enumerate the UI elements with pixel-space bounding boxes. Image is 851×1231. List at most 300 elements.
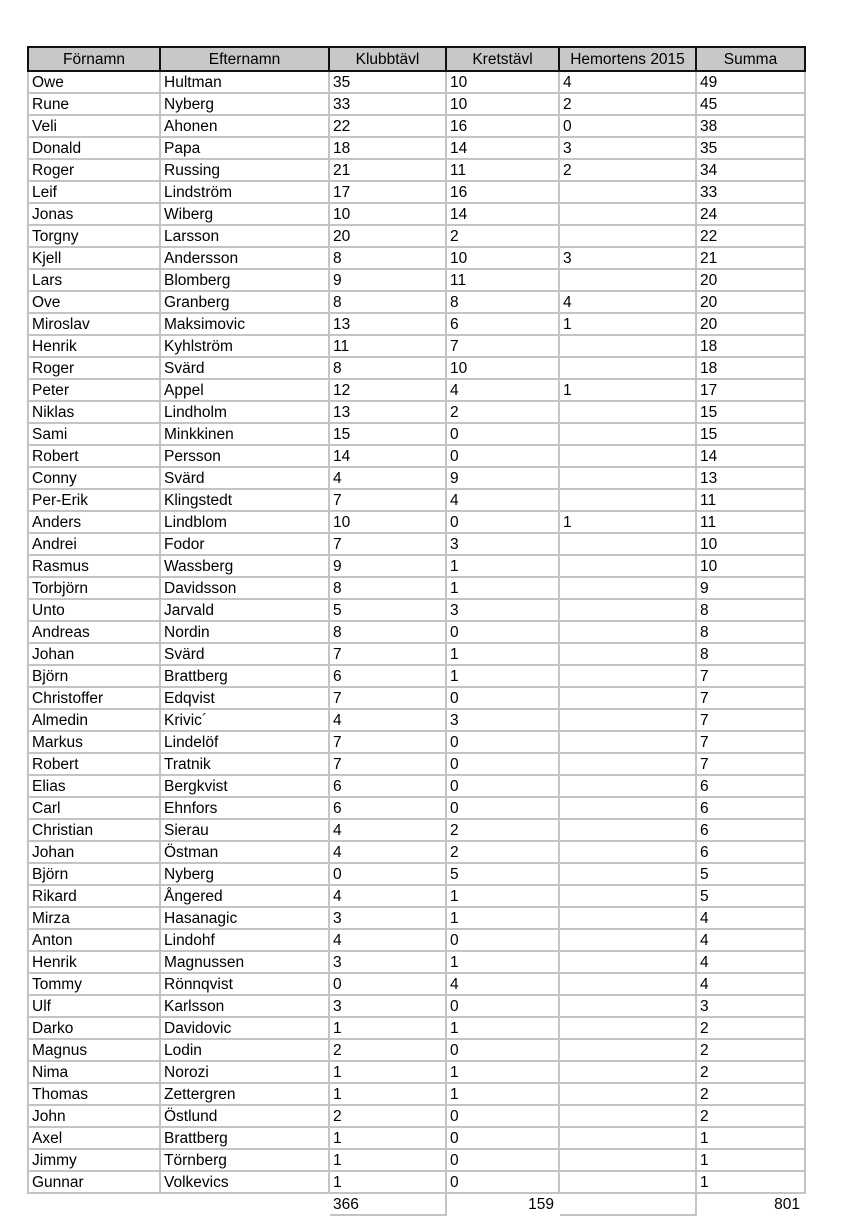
cell-hemortens bbox=[559, 929, 696, 951]
cell-efternamn: Lodin bbox=[160, 1039, 329, 1061]
cell-fornamn: Owe bbox=[28, 71, 160, 93]
table-row bbox=[28, 181, 805, 203]
cell-kretstavl: 1 bbox=[446, 907, 559, 929]
cell-summa: 5 bbox=[696, 885, 805, 907]
cell-klubbtavl: 7 bbox=[329, 533, 446, 555]
cell-hemortens bbox=[559, 203, 696, 225]
cell-hemortens: 3 bbox=[559, 137, 696, 159]
cell-klubbtavl: 8 bbox=[329, 357, 446, 379]
cell-fornamn: Torgny bbox=[28, 225, 160, 247]
table-body bbox=[28, 71, 805, 1193]
cell-summa: 2 bbox=[696, 1017, 805, 1039]
cell-hemortens bbox=[559, 335, 696, 357]
header-efternamn: Efternamn bbox=[160, 47, 329, 71]
cell-fornamn: Andreas bbox=[28, 621, 160, 643]
cell-summa: 11 bbox=[696, 511, 805, 533]
table-row bbox=[28, 313, 805, 335]
cell-efternamn: Ångered bbox=[160, 885, 329, 907]
cell-fornamn: Per-Erik bbox=[28, 489, 160, 511]
cell-klubbtavl: 1 bbox=[329, 1017, 446, 1039]
cell-efternamn: Norozi bbox=[160, 1061, 329, 1083]
cell-summa: 8 bbox=[696, 643, 805, 665]
cell-efternamn: Davidovic bbox=[160, 1017, 329, 1039]
cell-fornamn: Niklas bbox=[28, 401, 160, 423]
table-row bbox=[28, 907, 805, 929]
cell-fornamn: Sami bbox=[28, 423, 160, 445]
table-row bbox=[28, 687, 805, 709]
table-row bbox=[28, 357, 805, 379]
cell-kretstavl: 0 bbox=[446, 1171, 559, 1193]
cell-efternamn: Brattberg bbox=[160, 665, 329, 687]
cell-kretstavl: 0 bbox=[446, 753, 559, 775]
cell-hemortens: 1 bbox=[559, 511, 696, 533]
cell-summa: 4 bbox=[696, 929, 805, 951]
cell-fornamn: Leif bbox=[28, 181, 160, 203]
cell-efternamn: Hasanagic bbox=[160, 907, 329, 929]
cell-summa: 33 bbox=[696, 181, 805, 203]
cell-summa: 18 bbox=[696, 357, 805, 379]
cell-klubbtavl: 7 bbox=[329, 753, 446, 775]
cell-summa: 6 bbox=[696, 841, 805, 863]
cell-efternamn: Jarvald bbox=[160, 599, 329, 621]
cell-klubbtavl: 6 bbox=[329, 775, 446, 797]
cell-kretstavl: 6 bbox=[446, 313, 559, 335]
cell-hemortens: 3 bbox=[559, 247, 696, 269]
cell-hemortens bbox=[559, 1105, 696, 1127]
cell-klubbtavl: 4 bbox=[329, 885, 446, 907]
cell-klubbtavl: 4 bbox=[329, 467, 446, 489]
cell-kretstavl: 0 bbox=[446, 445, 559, 467]
cell-kretstavl: 1 bbox=[446, 951, 559, 973]
cell-fornamn: Almedin bbox=[28, 709, 160, 731]
cell-hemortens bbox=[559, 1149, 696, 1171]
cell-summa: 17 bbox=[696, 379, 805, 401]
cell-fornamn: Andrei bbox=[28, 533, 160, 555]
header-hemortens-2015: Hemortens 2015 bbox=[559, 47, 696, 71]
cell-summa: 2 bbox=[696, 1061, 805, 1083]
cell-kretstavl: 0 bbox=[446, 929, 559, 951]
cell-efternamn: Ahonen bbox=[160, 115, 329, 137]
cell-fornamn: Miroslav bbox=[28, 313, 160, 335]
results-sheet bbox=[27, 46, 806, 1216]
cell-efternamn: Edqvist bbox=[160, 687, 329, 709]
cell-klubbtavl: 8 bbox=[329, 577, 446, 599]
cell-hemortens bbox=[559, 995, 696, 1017]
cell-fornamn: Unto bbox=[28, 599, 160, 621]
cell-hemortens bbox=[559, 1039, 696, 1061]
cell-klubbtavl: 8 bbox=[329, 247, 446, 269]
cell-kretstavl: 3 bbox=[446, 709, 559, 731]
cell-fornamn: Tommy bbox=[28, 973, 160, 995]
cell-summa: 35 bbox=[696, 137, 805, 159]
total-summa: 801 bbox=[774, 1195, 800, 1213]
header-klubbtavl: Klubbtävl bbox=[329, 47, 446, 71]
cell-kretstavl: 1 bbox=[446, 1061, 559, 1083]
cell-kretstavl: 16 bbox=[446, 115, 559, 137]
cell-efternamn: Svärd bbox=[160, 643, 329, 665]
cell-hemortens bbox=[559, 269, 696, 291]
cell-klubbtavl: 13 bbox=[329, 313, 446, 335]
total-klubbtavl: 366 bbox=[329, 1193, 446, 1215]
cell-klubbtavl: 1 bbox=[329, 1127, 446, 1149]
cell-klubbtavl: 1 bbox=[329, 1061, 446, 1083]
cell-summa: 22 bbox=[696, 225, 805, 247]
cell-hemortens: 2 bbox=[559, 93, 696, 115]
cell-summa: 45 bbox=[696, 93, 805, 115]
cell-summa: 20 bbox=[696, 269, 805, 291]
cell-efternamn: Lindohf bbox=[160, 929, 329, 951]
cell-efternamn: Krivic´ bbox=[160, 709, 329, 731]
cell-efternamn: Östlund bbox=[160, 1105, 329, 1127]
cell-hemortens bbox=[559, 467, 696, 489]
cell-klubbtavl: 7 bbox=[329, 489, 446, 511]
cell-fornamn: Ulf bbox=[28, 995, 160, 1017]
cell-summa: 6 bbox=[696, 775, 805, 797]
table-row bbox=[28, 379, 805, 401]
cell-efternamn: Andersson bbox=[160, 247, 329, 269]
cell-hemortens bbox=[559, 819, 696, 841]
cell-fornamn: Donald bbox=[28, 137, 160, 159]
cell-kretstavl: 7 bbox=[446, 335, 559, 357]
cell-hemortens bbox=[559, 1171, 696, 1193]
cell-hemortens: 4 bbox=[559, 291, 696, 313]
cell-kretstavl: 0 bbox=[446, 1127, 559, 1149]
cell-efternamn: Bergkvist bbox=[160, 775, 329, 797]
cell-fornamn: Roger bbox=[28, 159, 160, 181]
cell-summa: 10 bbox=[696, 533, 805, 555]
cell-fornamn: Björn bbox=[28, 863, 160, 885]
cell-summa: 24 bbox=[696, 203, 805, 225]
cell-efternamn: Lindholm bbox=[160, 401, 329, 423]
total-kretstavl: 159 bbox=[528, 1195, 554, 1213]
cell-summa: 7 bbox=[696, 753, 805, 775]
cell-summa: 3 bbox=[696, 995, 805, 1017]
cell-fornamn: Johan bbox=[28, 643, 160, 665]
cell-fornamn: Veli bbox=[28, 115, 160, 137]
table-row bbox=[28, 533, 805, 555]
table-row bbox=[28, 863, 805, 885]
header-row bbox=[28, 47, 805, 71]
cell-summa: 6 bbox=[696, 819, 805, 841]
cell-summa: 10 bbox=[696, 555, 805, 577]
table-row bbox=[28, 1083, 805, 1105]
cell-hemortens bbox=[559, 621, 696, 643]
cell-hemortens bbox=[559, 973, 696, 995]
cell-klubbtavl: 18 bbox=[329, 137, 446, 159]
cell-hemortens bbox=[559, 643, 696, 665]
totals-row bbox=[28, 1193, 805, 1215]
cell-efternamn: Törnberg bbox=[160, 1149, 329, 1171]
cell-efternamn: Wassberg bbox=[160, 555, 329, 577]
cell-efternamn: Lindelöf bbox=[160, 731, 329, 753]
cell-klubbtavl: 2 bbox=[329, 1039, 446, 1061]
header-summa: Summa bbox=[696, 47, 805, 71]
cell-hemortens: 0 bbox=[559, 115, 696, 137]
cell-summa: 38 bbox=[696, 115, 805, 137]
cell-klubbtavl: 10 bbox=[329, 511, 446, 533]
cell-klubbtavl: 4 bbox=[329, 841, 446, 863]
cell-efternamn: Appel bbox=[160, 379, 329, 401]
cell-klubbtavl: 5 bbox=[329, 599, 446, 621]
cell-kretstavl: 4 bbox=[446, 379, 559, 401]
cell-fornamn: Ove bbox=[28, 291, 160, 313]
cell-hemortens bbox=[559, 709, 696, 731]
cell-fornamn: Mirza bbox=[28, 907, 160, 929]
cell-fornamn: Nima bbox=[28, 1061, 160, 1083]
cell-klubbtavl: 0 bbox=[329, 973, 446, 995]
cell-efternamn: Volkevics bbox=[160, 1171, 329, 1193]
cell-fornamn: Rikard bbox=[28, 885, 160, 907]
cell-klubbtavl: 4 bbox=[329, 929, 446, 951]
cell-klubbtavl: 2 bbox=[329, 1105, 446, 1127]
cell-kretstavl: 0 bbox=[446, 1105, 559, 1127]
cell-hemortens bbox=[559, 731, 696, 753]
cell-kretstavl: 8 bbox=[446, 291, 559, 313]
cell-kretstavl: 14 bbox=[446, 137, 559, 159]
cell-efternamn: Papa bbox=[160, 137, 329, 159]
cell-klubbtavl: 21 bbox=[329, 159, 446, 181]
cell-efternamn: Magnussen bbox=[160, 951, 329, 973]
cell-fornamn: Roger bbox=[28, 357, 160, 379]
cell-klubbtavl: 14 bbox=[329, 445, 446, 467]
cell-hemortens bbox=[559, 489, 696, 511]
cell-efternamn: Klingstedt bbox=[160, 489, 329, 511]
cell-klubbtavl: 17 bbox=[329, 181, 446, 203]
cell-efternamn: Tratnik bbox=[160, 753, 329, 775]
cell-klubbtavl: 7 bbox=[329, 643, 446, 665]
cell-summa: 2 bbox=[696, 1039, 805, 1061]
table-row bbox=[28, 665, 805, 687]
cell-hemortens bbox=[559, 665, 696, 687]
cell-summa: 8 bbox=[696, 621, 805, 643]
table-row bbox=[28, 841, 805, 863]
cell-fornamn: Markus bbox=[28, 731, 160, 753]
cell-efternamn: Nordin bbox=[160, 621, 329, 643]
cell-klubbtavl: 35 bbox=[329, 71, 446, 93]
cell-kretstavl: 1 bbox=[446, 555, 559, 577]
cell-kretstavl: 0 bbox=[446, 995, 559, 1017]
table-row bbox=[28, 247, 805, 269]
table-row bbox=[28, 401, 805, 423]
table-row bbox=[28, 885, 805, 907]
cell-kretstavl: 10 bbox=[446, 357, 559, 379]
cell-kretstavl: 3 bbox=[446, 533, 559, 555]
table-row bbox=[28, 599, 805, 621]
cell-summa: 15 bbox=[696, 423, 805, 445]
cell-kretstavl: 2 bbox=[446, 819, 559, 841]
cell-hemortens bbox=[559, 753, 696, 775]
cell-kretstavl: 16 bbox=[446, 181, 559, 203]
cell-fornamn: Gunnar bbox=[28, 1171, 160, 1193]
cell-fornamn: Torbjörn bbox=[28, 577, 160, 599]
cell-fornamn: Carl bbox=[28, 797, 160, 819]
cell-klubbtavl: 0 bbox=[329, 863, 446, 885]
cell-summa: 14 bbox=[696, 445, 805, 467]
cell-summa: 15 bbox=[696, 401, 805, 423]
cell-efternamn: Granberg bbox=[160, 291, 329, 313]
cell-efternamn: Brattberg bbox=[160, 1127, 329, 1149]
cell-kretstavl: 9 bbox=[446, 467, 559, 489]
cell-summa: 2 bbox=[696, 1105, 805, 1127]
cell-hemortens bbox=[559, 775, 696, 797]
cell-summa: 6 bbox=[696, 797, 805, 819]
cell-fornamn: Robert bbox=[28, 445, 160, 467]
cell-efternamn: Lindström bbox=[160, 181, 329, 203]
cell-efternamn: Rönnqvist bbox=[160, 973, 329, 995]
table-row bbox=[28, 1061, 805, 1083]
cell-summa: 8 bbox=[696, 599, 805, 621]
cell-kretstavl: 2 bbox=[446, 225, 559, 247]
cell-klubbtavl: 4 bbox=[329, 819, 446, 841]
cell-summa: 1 bbox=[696, 1127, 805, 1149]
cell-klubbtavl: 10 bbox=[329, 203, 446, 225]
cell-hemortens: 2 bbox=[559, 159, 696, 181]
cell-hemortens bbox=[559, 577, 696, 599]
cell-summa: 2 bbox=[696, 1083, 805, 1105]
table-row bbox=[28, 467, 805, 489]
table-row bbox=[28, 1171, 805, 1193]
cell-kretstavl: 10 bbox=[446, 247, 559, 269]
table-row bbox=[28, 951, 805, 973]
cell-fornamn: Kjell bbox=[28, 247, 160, 269]
cell-klubbtavl: 7 bbox=[329, 687, 446, 709]
cell-hemortens bbox=[559, 555, 696, 577]
cell-kretstavl: 0 bbox=[446, 621, 559, 643]
results-table bbox=[27, 46, 806, 1216]
table-row bbox=[28, 1149, 805, 1171]
table-row bbox=[28, 731, 805, 753]
cell-fornamn: Jonas bbox=[28, 203, 160, 225]
cell-klubbtavl: 3 bbox=[329, 907, 446, 929]
cell-klubbtavl: 12 bbox=[329, 379, 446, 401]
cell-fornamn: Robert bbox=[28, 753, 160, 775]
cell-klubbtavl: 22 bbox=[329, 115, 446, 137]
cell-summa: 7 bbox=[696, 731, 805, 753]
cell-klubbtavl: 8 bbox=[329, 291, 446, 313]
cell-summa: 9 bbox=[696, 577, 805, 599]
cell-klubbtavl: 7 bbox=[329, 731, 446, 753]
cell-efternamn: Zettergren bbox=[160, 1083, 329, 1105]
table-row bbox=[28, 93, 805, 115]
cell-summa: 18 bbox=[696, 335, 805, 357]
cell-efternamn: Lindblom bbox=[160, 511, 329, 533]
cell-klubbtavl: 4 bbox=[329, 709, 446, 731]
cell-kretstavl: 1 bbox=[446, 1083, 559, 1105]
cell-hemortens bbox=[559, 225, 696, 247]
table-row bbox=[28, 423, 805, 445]
cell-kretstavl: 1 bbox=[446, 885, 559, 907]
cell-hemortens bbox=[559, 357, 696, 379]
table-row bbox=[28, 225, 805, 247]
cell-hemortens bbox=[559, 687, 696, 709]
cell-summa: 11 bbox=[696, 489, 805, 511]
totals-empty-cell bbox=[28, 1193, 160, 1215]
cell-kretstavl: 10 bbox=[446, 71, 559, 93]
cell-hemortens bbox=[559, 885, 696, 907]
cell-klubbtavl: 8 bbox=[329, 621, 446, 643]
cell-fornamn: Anders bbox=[28, 511, 160, 533]
table-row bbox=[28, 159, 805, 181]
cell-hemortens bbox=[559, 907, 696, 929]
cell-summa: 20 bbox=[696, 313, 805, 335]
cell-klubbtavl: 1 bbox=[329, 1171, 446, 1193]
cell-efternamn: Nyberg bbox=[160, 863, 329, 885]
cell-hemortens: 4 bbox=[559, 71, 696, 93]
cell-fornamn: Thomas bbox=[28, 1083, 160, 1105]
cell-efternamn: Nyberg bbox=[160, 93, 329, 115]
cell-efternamn: Östman bbox=[160, 841, 329, 863]
cell-hemortens bbox=[559, 1127, 696, 1149]
cell-summa: 34 bbox=[696, 159, 805, 181]
table-row bbox=[28, 511, 805, 533]
cell-hemortens bbox=[559, 181, 696, 203]
cell-klubbtavl: 33 bbox=[329, 93, 446, 115]
header-kretstavl: Kretstävl bbox=[446, 47, 559, 71]
cell-kretstavl: 3 bbox=[446, 599, 559, 621]
table-row bbox=[28, 1105, 805, 1127]
cell-fornamn: Peter bbox=[28, 379, 160, 401]
table-row bbox=[28, 115, 805, 137]
cell-fornamn: Björn bbox=[28, 665, 160, 687]
table-row bbox=[28, 577, 805, 599]
cell-kretstavl: 1 bbox=[446, 577, 559, 599]
cell-kretstavl: 11 bbox=[446, 159, 559, 181]
cell-summa: 5 bbox=[696, 863, 805, 885]
cell-kretstavl: 1 bbox=[446, 1017, 559, 1039]
table-row bbox=[28, 819, 805, 841]
cell-kretstavl: 0 bbox=[446, 797, 559, 819]
cell-fornamn: Elias bbox=[28, 775, 160, 797]
cell-kretstavl: 0 bbox=[446, 731, 559, 753]
cell-efternamn: Russing bbox=[160, 159, 329, 181]
table-row bbox=[28, 291, 805, 313]
cell-hemortens: 1 bbox=[559, 313, 696, 335]
cell-kretstavl: 0 bbox=[446, 423, 559, 445]
cell-hemortens bbox=[559, 1017, 696, 1039]
cell-hemortens bbox=[559, 951, 696, 973]
table-row bbox=[28, 203, 805, 225]
cell-kretstavl: 0 bbox=[446, 687, 559, 709]
cell-efternamn: Maksimovic bbox=[160, 313, 329, 335]
table-row bbox=[28, 555, 805, 577]
cell-hemortens bbox=[559, 445, 696, 467]
table-row bbox=[28, 995, 805, 1017]
table-row bbox=[28, 269, 805, 291]
cell-efternamn: Svärd bbox=[160, 357, 329, 379]
header-fornamn: Förnamn bbox=[28, 47, 160, 71]
table-row bbox=[28, 71, 805, 93]
table-row bbox=[28, 1017, 805, 1039]
table-row bbox=[28, 1127, 805, 1149]
cell-summa: 20 bbox=[696, 291, 805, 313]
cell-kretstavl: 1 bbox=[446, 643, 559, 665]
cell-klubbtavl: 6 bbox=[329, 797, 446, 819]
cell-kretstavl: 0 bbox=[446, 775, 559, 797]
cell-efternamn: Persson bbox=[160, 445, 329, 467]
cell-kretstavl: 10 bbox=[446, 93, 559, 115]
cell-summa: 4 bbox=[696, 951, 805, 973]
cell-efternamn: Kyhlström bbox=[160, 335, 329, 357]
cell-kretstavl: 11 bbox=[446, 269, 559, 291]
cell-kretstavl: 2 bbox=[446, 841, 559, 863]
table-row bbox=[28, 973, 805, 995]
cell-klubbtavl: 9 bbox=[329, 269, 446, 291]
cell-klubbtavl: 9 bbox=[329, 555, 446, 577]
table-row bbox=[28, 709, 805, 731]
cell-klubbtavl: 15 bbox=[329, 423, 446, 445]
cell-efternamn: Fodor bbox=[160, 533, 329, 555]
cell-summa: 49 bbox=[696, 71, 805, 93]
